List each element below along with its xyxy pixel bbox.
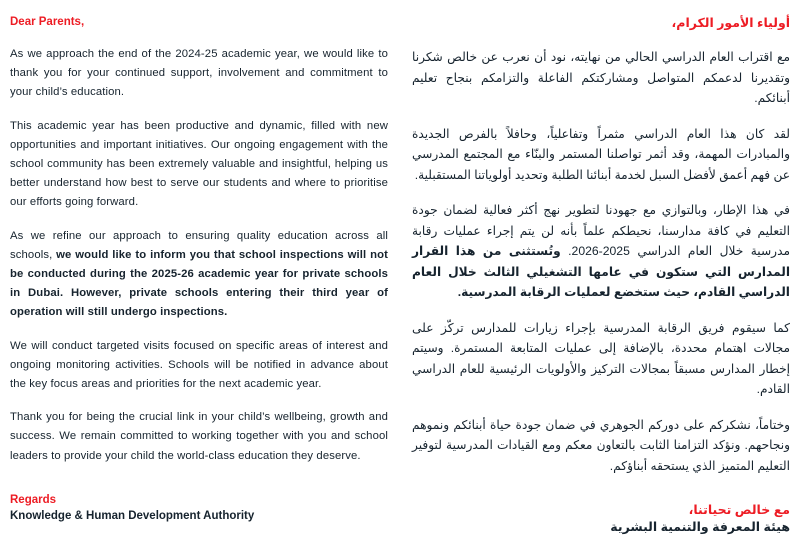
english-signature <box>10 492 388 524</box>
english-column <box>10 10 388 524</box>
english-paragraph <box>10 227 388 323</box>
arabic-paragraph <box>412 124 790 186</box>
arabic-text-run: وتُستثنى من هذا القرار المدارس التي ستكون في عامها التشغيلي الثالث خلال العام الدراسي القادم، حيث ستخضع لعمليات الرقابة المدرسية. <box>412 244 790 299</box>
english-body <box>10 45 388 466</box>
arabic-paragraph <box>412 318 790 400</box>
english-paragraph <box>10 408 388 466</box>
arabic-text-run: لقد كان هذا العام الدراسي مثمراً وتفاعلياً، وحافلاً بالفرص الجديدة والمبادرات المهمة، وقد أثمر تواصلنا المستمر والبنّاء مع المجتمع المدرسي عن فهم أعمق لأفضل السبل لخدمة أبنائنا الطلبة وتحديد أولوياتنا المستقبلية. <box>412 126 790 182</box>
english-text-run: As we refine our approach to ensuring quality education across all schools, <box>10 229 388 261</box>
arabic-paragraph <box>412 415 790 477</box>
english-text-run: we would like to inform you that school inspections will not be conducted during the 2025-26 academic year for private schools in Dubai. However, private schools entering their third year of operation will still undergo inspections. <box>10 248 388 319</box>
arabic-signature <box>412 502 790 536</box>
english-organisation: Knowledge & Human Development Authority <box>10 509 255 522</box>
english-regards: Regards <box>10 493 57 506</box>
english-paragraph <box>10 337 388 395</box>
english-text-run: As we approach the end of the 2024-25 academic year, we would like to thank you for your continued support, involvement and commitment to your child’s education. <box>10 48 388 99</box>
arabic-text-run: في هذا الإطار، وبالتوازي مع جهودنا لتطوير نهج أكثر فعالية لضمان جودة التعليم في كافة مدارسنا، نحيطكم علماً بأنه لن يتم إجراء عمليات رقابة مدرسية خلال العام الدراسي 2025-2026. <box>412 203 790 258</box>
english-text-run: We will conduct targeted visits focused on specific areas of interest and ongoing monitoring activities. Schools will be notified in advance about the key focus areas and priorities for the next academic year. <box>10 339 388 391</box>
english-paragraph <box>10 45 388 103</box>
english-salutation: Dear Parents, <box>10 16 85 28</box>
arabic-salutation: أولياء الأمور الكرام، <box>671 16 790 30</box>
english-paragraph <box>10 117 388 213</box>
english-text-run: This academic year has been productive and dynamic, filled with new opportunities and important initiatives. Our ongoing engagement with the school community has been extremely valuable and insightful, helping us better understand how best to serve our students and where to prioritise our efforts going forward. <box>10 119 388 209</box>
arabic-body <box>412 47 790 476</box>
arabic-organisation: هيئة المعرفة والتنمية البشرية <box>610 520 790 534</box>
arabic-text-run: وختاماً، نشكركم على دوركم الجوهري في ضمان جودة حياة أبنائكم ونموهم ونجاحهم. ونؤكد التزامنا الثابت بالتعاون معكم ومع القيادات المدرسية لتوفير التعليم المتميز الذي يستحقه أبناؤكم. <box>412 417 790 473</box>
arabic-text-run: كما سيقوم فريق الرقابة المدرسية بإجراء زيارات للمدارس تركّز على مجالات اهتمام محددة، بالإضافة إلى عمليات المتابعة المستمرة. وسيتم إخطار المدارس مسبقاً بمجالات التركيز والأولويات الرئيسية للعام الدراسي القادم. <box>412 320 790 396</box>
english-text-run: Thank you for being the crucial link in your child’s wellbeing, growth and success. We remain committed to working together with you and school leaders to provide your child the world-class education they deserve. <box>10 411 388 462</box>
arabic-regards: مع خالص تحياتنا، <box>688 503 790 517</box>
arabic-column <box>412 10 790 536</box>
arabic-text-run: مع اقتراب العام الدراسي الحالي من نهايته، نود أن نعرب عن خالص شكرنا وتقديرنا لدعمكم المتواصل ومشاركتكم الفاعلة والتزامكم بنجاح تعليم أبنائكم. <box>412 50 790 105</box>
arabic-paragraph <box>412 47 790 109</box>
arabic-paragraph <box>412 200 790 303</box>
